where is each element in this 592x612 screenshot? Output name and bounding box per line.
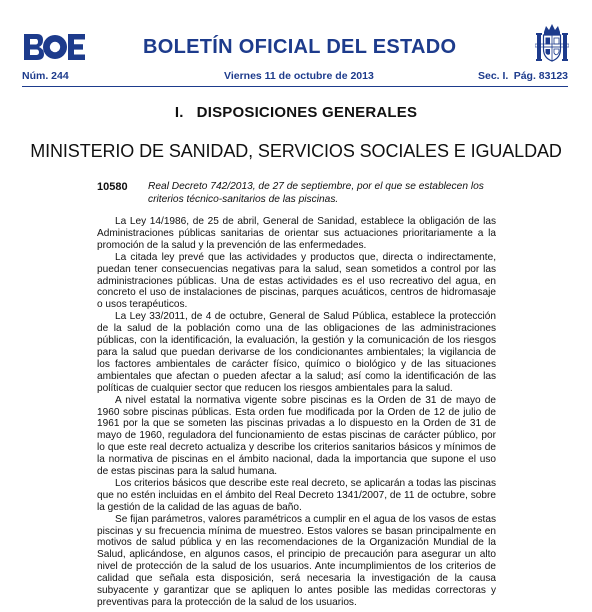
- document-number: 10580: [97, 181, 128, 193]
- bulletin-meta-row: [22, 70, 568, 84]
- paragraph: A nivel estatal la normativa vigente sobre piscinas es la Orden de 31 de mayo de 1960 sobre piscinas públicas. Esta orden fue modificada por la Orden de 12 de julio de 1961 por la que se someten las piscinas privadas a lo dispuesto en la Orden de 31 de mayo de 1960, reguladora del funcionamiento de estas piscinas de carácter público, por lo que este real decreto actualiza y describe los criterios sanitarios básicos y mínimos de la normativa de piscinas en el ámbito nacional, dada la importancia que supone el uso de estas piscinas para la salud humana.: [97, 394, 496, 478]
- ministry-heading: MINISTERIO DE SANIDAD, SERVICIOS SOCIALES E IGUALDAD: [30, 141, 562, 161]
- paragraph: La citada ley prevé que las actividades y productos que, directa o indirectamente, puedan tener consecuencias negativas para la salud, sean sometidos a control por las administraciones públicas. Una de estas actividades es el uso recreativo del agua, en concreto el uso de instalaciones de piscinas, parques acuáticos, centros de hidromasaje o usos terapéuticos.: [97, 251, 496, 311]
- issue-date: Viernes 11 de octubre de 2013: [224, 70, 374, 82]
- paragraph: Los criterios básicos que describe este real decreto, se aplicarán a todas las piscinas que no estén incluidas en el ámbito del Real Decreto 1341/2007, de 11 de octubre, sobre la gestión de la calidad de las aguas de baño.: [97, 477, 496, 513]
- paragraph: La Ley 14/1986, de 25 de abril, General de Sanidad, establece la obligación de las Administraciones públicas sanitarias de orientar sus actuaciones prioritariamente a la promoción de la salud y la prevención de las enfermedades.: [97, 216, 496, 251]
- section-label: Sec. I.: [478, 70, 509, 82]
- document-body: [97, 216, 496, 609]
- section-heading: I. DISPOSICIONES GENERALES: [174, 104, 418, 121]
- paragraph: La Ley 33/2011, de 4 de octubre, General de Salud Pública, establece la protección de la salud de la población como una de las obligaciones de las administraciones públicas, con la identificación, la evaluación, la gestión y la comunicación de los riesgos para la salud que puedan derivarse de los condicionantes ambientales; la vigilancia de los factores ambientales de carácter físico, químico o biológico y de las situaciones ambientales que afectan o pueden afectar a la salud; así como la identificación de las políticas de cualquier sector que reducen los riesgos ambientales para la salud.: [97, 311, 496, 394]
- boe-header: [0, 0, 592, 90]
- paragraph: Se fijan parámetros, valores paramétricos a cumplir en el agua de los vasos de estas piscinas y su frecuencia mínima de muestreo. Estos valores se basan principalmente en motivos de salud pública y en las recomendaciones de la Organización Mundial de la Salud, aplicándose, en algunos casos, el principio de precaución para asegurar un alto nivel de protección de la salud de los usuarios. Ante incumplimientos de los criterios de calidad que señala esta disposición, será necesaria la investigación de la causa subyacente y garantizar que se apliquen lo antes posible las medidas correctoras y preventivas para la protección de la salud de los usuarios.: [97, 513, 496, 608]
- issue-number: Núm. 244: [22, 70, 69, 82]
- document-title: Real Decreto 742/2013, de 27 de septiembre, por el que se establecen los criterios técnico-sanitarios de las piscinas.: [148, 181, 484, 205]
- page-number: Pág. 83123: [513, 70, 568, 82]
- header-rule: [22, 86, 568, 87]
- bulletin-title: BOLETÍN OFICIAL DEL ESTADO: [143, 36, 457, 58]
- boe-logo-icon: [22, 32, 88, 62]
- coat-of-arms-icon: [535, 22, 569, 66]
